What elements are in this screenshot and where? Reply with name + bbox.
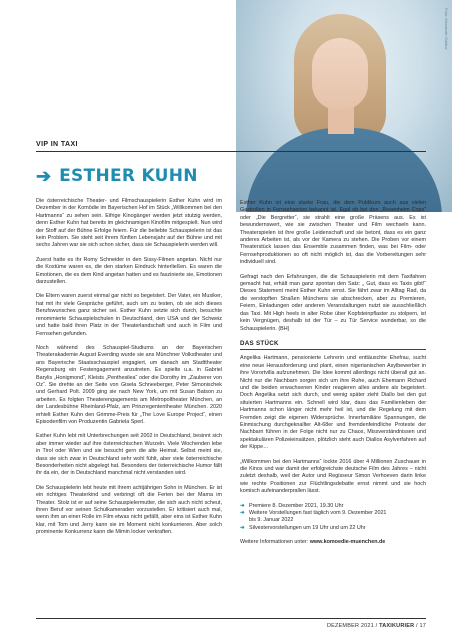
headline: ESTHER KUHN <box>59 166 198 186</box>
paragraph: Esther Kuhn lebt mit Unterbrechungen seit 2002 in Deutschland, besinnt sich aber immer wieder auf ihre österreichischen Wurzeln. Viele Wochenden lebe in Tirol oder Wien und sie besucht gern die alte Heimat. Selbst meint sie, dass sie sich zwar in Deutschland sehr wohl fühlt, aber viele österreichische Besonderheiten nicht abgelegt hat. Besonders der österreichische Humor fällt ihr da ein, der in Deutschland manchmal nicht verstanden wird. <box>36 433 222 477</box>
list-item <box>240 503 426 510</box>
date-text: Premiere 8. Dezember 2021, 19.30 Uhr <box>249 502 344 509</box>
more-info-label: Weitere Informationen unter: <box>240 539 310 546</box>
bottom-divider <box>36 618 426 619</box>
issue-date: DEZEMBER 2021 <box>326 623 374 629</box>
right-column <box>240 200 426 554</box>
list-item-continuation <box>240 517 426 524</box>
photo-face <box>312 38 368 110</box>
portrait-photo <box>236 0 452 212</box>
paragraph: Angelika Hartmann, pensionierte Lehrerin und enttäuschte Ehefrau, sucht eine neue Herausforderung und plant, einen nigerianischen Asylbewerber in ihre Vorortvilla aufzunehmen. Die Idee kommt allerdings nicht überall gut an. Nicht nur die Nachbarn sorgen sich um ihre Ruhe, auch Ehemann Richard und die beiden erwachsenen Kinder reagieren alles andere als begeistert. Doch Angelika setzt sich durch, und wenig später zieht Diallo bei den gut situierten Hartmanns ein. Schnell wird klar, dass das Familienleben der Hartmanns schon länger nicht mehr heil ist, und die Regelung mit dem Fremden zeigt die eigenen Widersprüche. Innerfamiliäre Spannungen, die Einmischung durchgeknallter Alt-68er und fremdenfeindliche Proteste der Nachbarn führen in der Folge nicht nur zu Chaos, Missverständnissen und spektakulären Polizeieinsätzen, plötzlich steht auch Diallos Asylverfahren auf der Kippe… <box>240 355 426 451</box>
paragraph: Die Schauspielerin lebt heute mit ihrem achtjährigen Sohn in München. Er ist ein richtiges Theaterkind und verbringt oft die Ferien bei der Mama im Theater. Stolz ist er auf seine Schauspielermutter, die sich auch nicht scheut, ihren Beruf vor seinen Schulkameraden vorzustellen. Er kritisiert auch mal, wenn ihm an einer Rolle im Film etwas nicht gefällt, aber eins ist Esther Kuhn klar, mit Tom und Jerry kann sie im Moment nicht konkurrieren. Aber solch prominente Konkurrenz kann die Mimin locker verkraften. <box>36 484 222 536</box>
date-text: Weitere Vorstellungen fast täglich vom 9. Dezember 2021 <box>249 510 387 517</box>
date-subtext: bis 9. Januar 2022 <box>249 517 294 524</box>
paragraph: Gefragt nach den Erfahrungen, die die Schauspielerin mit dem Taxifahren gemacht hat, erhält man ganz spontan den Satz: „ Gut, dass es Taxis gibt!“ Dieses Statement meint Esther Kuhn ernst. Sie fährt zwar im Alltag Rad, da die verstopften Straßen Münchens sie abschrecken, aber zu Premieren, Feiern, Einladungen oder anderen Veranstaltungen nutzt sie ausschließlich das Taxi. Mit High heels in alter Robe über Kopfsteinpflaster zu stolpern, ist kein Vergnügen, deshalb ist der Tür – zu Tür Service wunderbar, so die Schauspielerin. (BH) <box>240 273 426 332</box>
magazine-brand: TAXIKURIER <box>379 623 415 629</box>
more-info <box>240 539 426 546</box>
arrow-right-icon: ➔ <box>240 510 245 517</box>
arrow-right-icon: ➔ <box>36 166 52 186</box>
footer-separator: / <box>373 623 380 629</box>
page-number: / 17 <box>414 623 426 629</box>
arrow-right-icon: ➔ <box>240 502 245 509</box>
arrow-right-icon: ➔ <box>240 524 245 531</box>
dates-list <box>240 503 426 533</box>
paragraph: Die österreichische Theater- und Filmschauspielerin Esther Kuhn wird im Dezember in der Komödie im Bayerischen Hof im Stück „Willkommen bei den Hartmanns“ zu sehen sein. Eifrige Kinogänger werden jetzt stutzig werden, denn Esther Kuhn hat bereits im gleichnamigen Kinofilm mitgespielt. Nun wird der Stoff auf der Bühne Erfolge feiern. Für die beliebte Schauspielerin ist das kein Problem. Sie steht seit ihrem fünften Lebensjahr auf der Bühne und mit sechs Jahren war sie sich schon sicher, dass sie Schauspielerin werden will. <box>36 198 222 249</box>
photo-credit: Foto: Alexander Dalibor <box>444 8 449 50</box>
headline-block <box>36 167 198 185</box>
left-column <box>36 198 222 544</box>
paragraph: Zuerst hatte es ihr Romy Schneider in den Sissy-Filmen angetan. Nicht nur die Kostüme waren es, die den starken Eindruck hinterließen. Es waren die Emotionen, die es dem Kind angetan hatten und es faszinierte sie, Emotionen darzustellen. <box>36 256 222 286</box>
paragraph: Die Eltern waren zuerst einmal gar nicht so begeistert. Der Vater, ein Musiker, hat mit ihr viele Gespräche geführt, auch um zu testen, ob sie sich dieses Berufswunsches ganz sicher sei. Esther Kuhn setzte sich durch, besuchte renommierte Schauspielschulen in Deutschland, den USA und der Schweiz und hatte bald ihren Platz in der Theaterlandschaft und auch in Film und Fernsehen gefunden. <box>36 293 222 337</box>
paragraph: „Willkommen bei den Hartmanns“ lockte 2016 über 4 Millionen Zuschauer in die Kinos und war damit der erfolgreichste deutsche Film des Jahres – nicht zuletzt deshalb, weil der Autor und Regisseur Simon Verhoeven darin linke wie rechte Positionen zur Flüchtlingsdebatte ernst nimmt und sie hoch komisch aufeinanderprallen lässt. <box>240 458 426 495</box>
section-title: DAS STÜCK <box>240 340 426 350</box>
website-link[interactable]: www.komoedie-muenchen.de <box>309 539 386 546</box>
paragraph: Noch während des Schauspiel-Studiums an der Bayerischen Theaterakademie August Everding wurde sie ans Münchner Volkstheater und ans Bayerische Staatsschauspiel engagiert, um danach am Stadttheater Regensburg ein Festengagement anzutreten. Es spielte u.a. in Gabriel Barylis „Honigmond“, Kleists „Penthesilea“ oder die Dorothy im „Zauberer von Oz“. Sie drehte an der Seite von Gisela Schneeberger, Peter Simonischek und Gerhard Polt. 2009 ging sie nach New York, um mit Susan Batson zu arbeiten. Es folgten Theaterengagements am Metropoltheater München, an der Landesbühne Rheinland-Pfalz, am Prinzregententheater München. 2020 erhielt Esther Kuhn den Grimme-Preis für „The Love Europe Project“, einen Episodenfilm von Produzentin Gabriela Sperl. <box>36 344 222 425</box>
date-text: Silvestervorstellungen um 19 Uhr und um 22 Uhr <box>249 524 366 531</box>
category-label: VIP IN TAXI <box>36 141 78 148</box>
paragraph: Esther Kuhn ist eine starke Frau, die dem Publikum auch aus vielen Gastrollen in Fernsehserien bekannt ist. Egal ob bei den „Rosenheim Cops“ oder „Die Bergretter“, sie strahlt eine große Präsens aus. Es ist bewundernswert, wie sie zwischen Theater und Film wechseln kann. Theaterspielen ist ihre große Leidenschaft und sie betont, dass es ein ganz anderes Arbeiten ist, als vor der Kamera zu stehen. Die Proben vor einem Theaterstück lassen das Ensemble zusammen finden, was bei Film- oder Fernsehproduktionen so oft nicht möglich ist, das die Vorbereitungen sehr individuell sind. <box>240 200 426 266</box>
list-item <box>240 510 426 517</box>
list-item <box>240 525 426 532</box>
page-footer <box>327 623 426 629</box>
top-divider <box>36 151 426 152</box>
